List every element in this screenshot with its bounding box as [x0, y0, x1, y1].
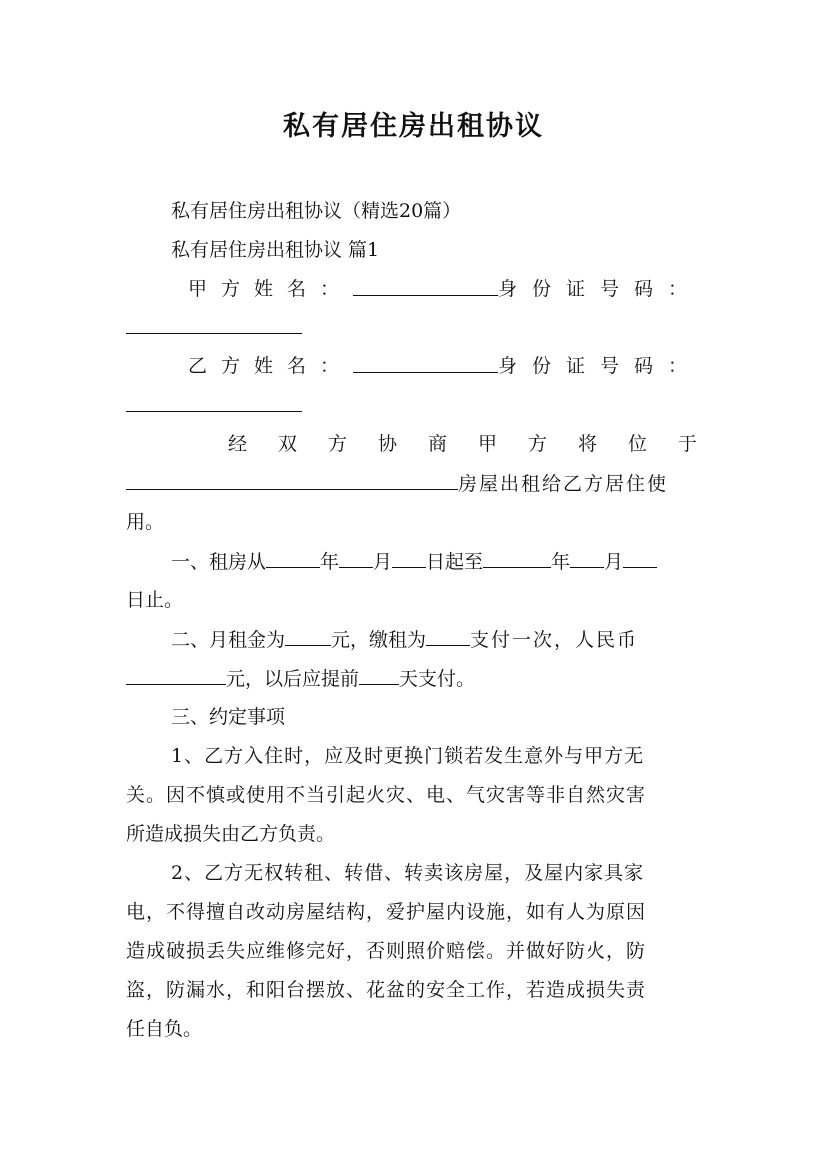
term-year-1: 年	[320, 551, 340, 573]
payment-period-blank	[426, 626, 470, 646]
item-1-line-2: 关。因不慎或使用不当引起火灾、电、气灾害等非自然灾害	[126, 784, 647, 806]
party-a-label: 甲方姓名：	[188, 278, 354, 300]
rmb-amount-blank	[126, 665, 226, 685]
rent-text-2: 元，缴租为	[331, 629, 427, 651]
item-2-line-1: 2、乙方无权转租、转借、转卖该房屋，及屋内家具家	[171, 862, 645, 884]
item-2-line-4: 盗，防漏水，和阳台摆放、花盆的安全工作，若造成损失责	[126, 979, 647, 1001]
address-blank	[126, 470, 458, 490]
end-month-blank	[570, 548, 604, 568]
start-month-blank	[339, 548, 373, 568]
party-b-line	[188, 353, 702, 379]
term-month-1: 月	[373, 551, 393, 573]
term-year-2: 年	[551, 551, 571, 573]
term-line	[171, 548, 657, 575]
intro-mid: 房屋出租给乙方居住使	[458, 473, 669, 495]
item-1-line-1: 1、乙方入住时，应及时更换门锁若发生意外与甲方无	[171, 745, 645, 767]
party-b-label: 乙方姓名：	[188, 355, 354, 377]
rent-text-3: 支付一次，人民币	[470, 629, 639, 651]
party-b-id-label: 身份证号码：	[497, 355, 702, 377]
item-2-line-2: 电，不得擅自改动房屋结构，爱护屋内设施，如有人为原因	[126, 901, 647, 923]
end-year-blank	[483, 548, 551, 568]
party-a-id-blank	[126, 314, 302, 334]
rent-text-1: 二、月租金为	[171, 629, 286, 651]
end-day-blank	[623, 548, 657, 568]
party-b-id-blank-line	[126, 392, 302, 419]
term-text-1: 一、租房从	[171, 551, 267, 573]
party-a-id-label: 身份证号码：	[497, 278, 702, 300]
section-3-heading: 三、约定事项	[171, 706, 286, 728]
monthly-rent-blank	[285, 626, 331, 646]
item-2-line-3: 造成破损丢失应维修完好，否则照价赔偿。并做好防火，防	[126, 940, 647, 962]
advance-days-blank	[359, 665, 399, 685]
party-a-name-blank	[353, 276, 498, 296]
rent-text-5: 天支付。	[399, 668, 476, 690]
start-day-blank	[392, 548, 426, 568]
rent-line-2	[126, 665, 475, 692]
item-2-line-5: 任自负。	[126, 1018, 203, 1040]
term-month-2: 月	[604, 551, 624, 573]
section-heading: 私有居住房出租协议 篇1	[171, 239, 380, 261]
intro-end: 用。	[126, 511, 165, 533]
party-b-name-blank	[353, 353, 498, 373]
rent-text-4: 元，以后应提前	[226, 668, 360, 690]
document-title: 私有居住房出租协议	[283, 111, 544, 142]
term-end: 日止。	[126, 589, 184, 611]
party-b-id-blank	[126, 392, 302, 412]
party-a-line	[188, 276, 702, 302]
party-a-id-blank-line	[126, 314, 302, 341]
document-subtitle: 私有居住房出租协议（精选20篇）	[171, 200, 462, 222]
intro-start: 经双方协商甲方将位于	[228, 433, 729, 455]
start-year-blank	[266, 548, 320, 568]
term-text-2: 日起至	[426, 551, 484, 573]
rent-line-1	[171, 626, 638, 653]
item-1-line-3: 所造成损失由乙方负责。	[126, 823, 336, 845]
intro-line-2	[126, 470, 668, 497]
